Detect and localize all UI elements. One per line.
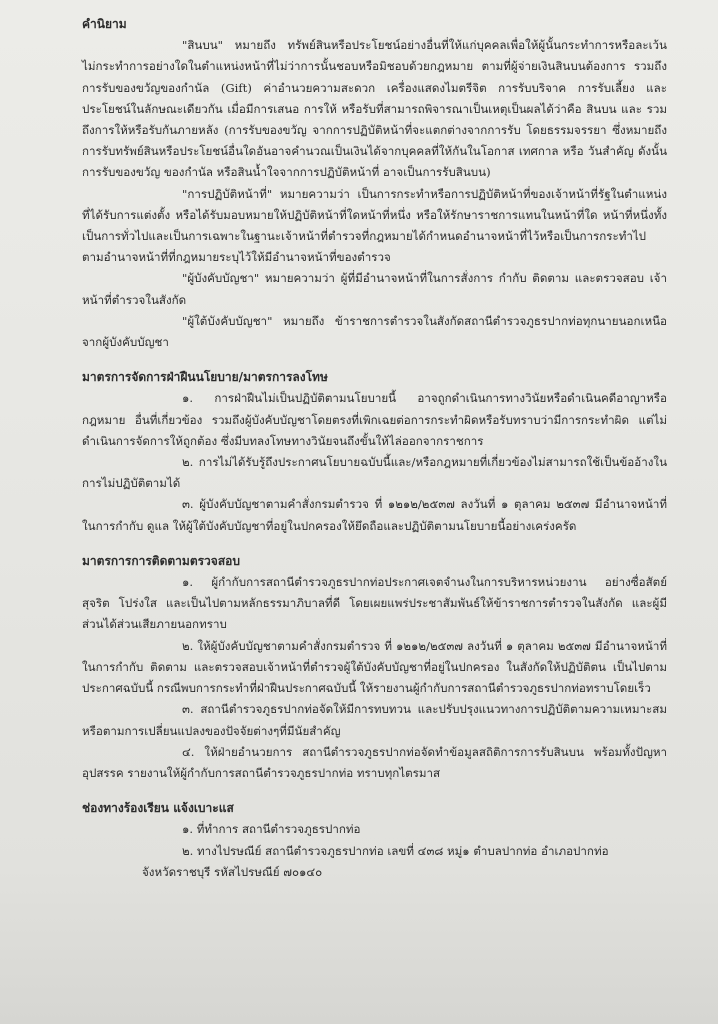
document-body [82,14,667,883]
contact-item-2-continued: จังหวัดราชบุรี รหัสไปรษณีย์ ๗๐๑๔๐ [142,864,323,879]
section-spacer [82,537,667,551]
section-spacer [82,784,667,798]
contact-item-1: ๑. ที่ทำการ สถานีตำรวจภูธรปากท่อ [182,822,361,837]
definitions-heading: คำนิยาม [82,17,127,31]
monitoring-item-3: ๓. สถานีตำรวจภูธรปากท่อจัดให้มีการทบทวน และปรับปรุงแนวทางการปฏิบัติตามความเหมาะสมหรือตามการเปลี่ยนแปลงของปัจจัยต่างๆที่มีนัยสำคัญ [82,702,667,738]
definition-duty: "การปฏิบัติหน้าที่" หมายความว่า เป็นการกระทำหรือการปฏิบัติหน้าที่ของเจ้าหน้าที่รัฐในตำแหน่ง ที่ได้รับการแต่งตั้ง หรือได้รับมอบหมายให้ปฏิบัติหน้าที่ใดหน้าที่หนึ่ง หรือให้รักษาราชการแทนในหน้าที่ใด หน้าที่หนึ่งทั้งเป็นการทั่วไปและเป็นการเฉพาะในฐานะเจ้าหน้าที่ตำรวจที่กฎหมายได้กำหนดอำนาจหน้าที่ไว้หรือเป็นการกระทำไปตามอำนาจหน้าที่ที่กฎหมายระบุไว้ให้มีอำนาจหน้าที่ของตำรวจ [82,186,667,265]
monitoring-item-1: ๑. ผู้กำกับการสถานีตำรวจภูธรปากท่อประกาศเจตจำนงในการบริหารหน่วยงาน อย่างซื่อสัตย์ สุจริต โปร่งใส และเป็นไปตามหลักธรรมาภิบาลที่ดี โดยเผยแพร่ประชาสัมพันธ์ให้ข้าราชการตำรวจในสังกัด และผู้มีส่วนได้ส่วนเสียภายนอกทราบ [82,575,667,632]
measures-item-2: ๒. การไม่ได้รับรู้ถึงประกาศนโยบายฉบับนี้และ/หรือกฎหมายที่เกี่ยวข้องไม่สามารถใช้เป็นข้ออ้างในการไม่ปฏิบัติตามได้ [82,455,667,491]
definition-supervisor: "ผู้บังคับบัญชา" หมายความว่า ผู้ที่มีอำนาจหน้าที่ในการสั่งการ กำกับ ติดตาม และตรวจสอบ เจ้าหน้าที่ตำรวจในสังกัด [82,271,667,307]
monitoring-heading: มาตรการการติดตามตรวจสอบ [82,553,240,568]
definition-bribe: "สินบน" หมายถึง ทรัพย์สินหรือประโยชน์อย่างอื่นที่ให้แก่บุคคลเพื่อให้ผู้นั้นกระทำการหรือละเว้น ไม่กระทำการอย่างใดในตำแหน่งหน้าที่ไม่ว่าการนั้นชอบหรือมิชอบด้วยกฎหมาย ตามที่ผู้จ่ายเงินสินบนต้องการ รวมถึงการรับของขวัญของกำนัล (Gift) ค่าอำนวยความสะดวก เครื่องแสดงไมตรีจิต การรับบริจาค การรับเลี้ยง และ ประโยชน์ในลักษณะเดียวกัน เมื่อมีการเสนอ การให้ หรือรับที่สามารถพิจารณาเป็นเหตุเป็นผลได้ว่าคือ สินบน และ รวมถึงการให้หรือรับกันภายหลัง (การรับของขวัญ จากการปฏิบัติหน้าที่จะแตกต่างจากการรับ โดยธรรมจรรยา ซึ่งหมายถึงการรับทรัพย์สินหรือประโยชน์อื่นใดอันอาจคำนวณเป็นเงินได้จากบุคคลที่ให้กันในโอกาส เทศกาล หรือ วันสำคัญ ดังนั้น การรับของขวัญ ของกำนัล หรือสินน้ำใจจากการปฏิบัติหน้าที่ อาจเป็นการรับสินบน) [82,38,667,180]
monitoring-item-4: ๔. ให้ฝ่ายอำนวยการ สถานีตำรวจภูธรปากท่อจัดทำข้อมูลสถิติการการรับสินบน พร้อมทั้งปัญหา อุปสรรค รายงานให้ผู้กำกับการสถานีตำรวจภูธรปากท่อ ทราบทุกไตรมาส [82,744,667,780]
definition-subordinate: "ผู้ใต้บังคับบัญชา" หมายถึง ข้าราชการตำรวจในสังกัดสถานีตำรวจภูธรปากท่อทุกนายนอกเหนือจากผู้บังคับบัญชา [82,313,667,350]
contact-item-2: ๒. ทางไปรษณีย์ สถานีตำรวจภูธรปากท่อ เลขที่ ๔๓๘ หมู่๑ ตำบลปากท่อ อำเภอปากท่อ [182,843,609,858]
measures-item-1: ๑. การฝ่าฝืนไม่เป็นปฏิบัติตามนโยบายนี้ อาจถูกดำเนินการทางวินัยหรือดำเนินคดีอาญาหรือกฎหมาย อื่นที่เกี่ยวข้อง รวมถึงผู้บังคับบัญชาโดยตรงที่เพิกเฉยต่อการกระทำผิดหรือรับทราบว่ามีการกระทำผิด แต่ไม่ดำเนินการจัดการให้ถูกต้อง ซึ่งมีบทลงโทษทางวินัยจนถึงขั้นให้ไล่ออกจากราชการ [82,391,667,448]
section-spacer [82,353,667,367]
measures-item-3: ๓. ผู้บังคับบัญชาตามคำสั่งกรมตำรวจ ที่ ๑๒๑๒/๒๕๓๗ ลงวันที่ ๑ ตุลาคม ๒๕๓๗ มีอำนาจหน้าที่ ในการกำกับ ดูแล ให้ผู้ใต้บังคับบัญชาที่อยู่ในปกครองให้ยึดถือและปฏิบัติตามนโยบายนี้อย่างเคร่งครัด [82,497,667,533]
measures-heading: มาตรการจัดการฝ่าฝืนนโยบาย/มาตรการลงโทษ [82,370,328,385]
monitoring-item-2: ๒. ให้ผู้บังคับบัญชาตามคำสั่งกรมตำรวจ ที่ ๑๒๑๒/๒๕๓๗ ลงวันที่ ๑ ตุลาคม ๒๕๓๗ มีอำนาจหน้าที่ ในการกำกับ ติดตาม และตรวจสอบเจ้าหน้าที่ตำรวจผู้ใต้บังคับบัญชาที่อยู่ในปกครอง ในสังกัดให้ปฏิบัติตน เป็นไปตามประกาศฉบับนี้ กรณีพบการกระทำที่ฝ่าฝืนประกาศฉบับนี้ ให้รายงานผู้กำกับการสถานีตำรวจภูธรปากท่อทราบโดยเร็ว [82,638,667,696]
contact-heading: ช่องทางร้องเรียน แจ้งเบาะแส [82,801,234,816]
